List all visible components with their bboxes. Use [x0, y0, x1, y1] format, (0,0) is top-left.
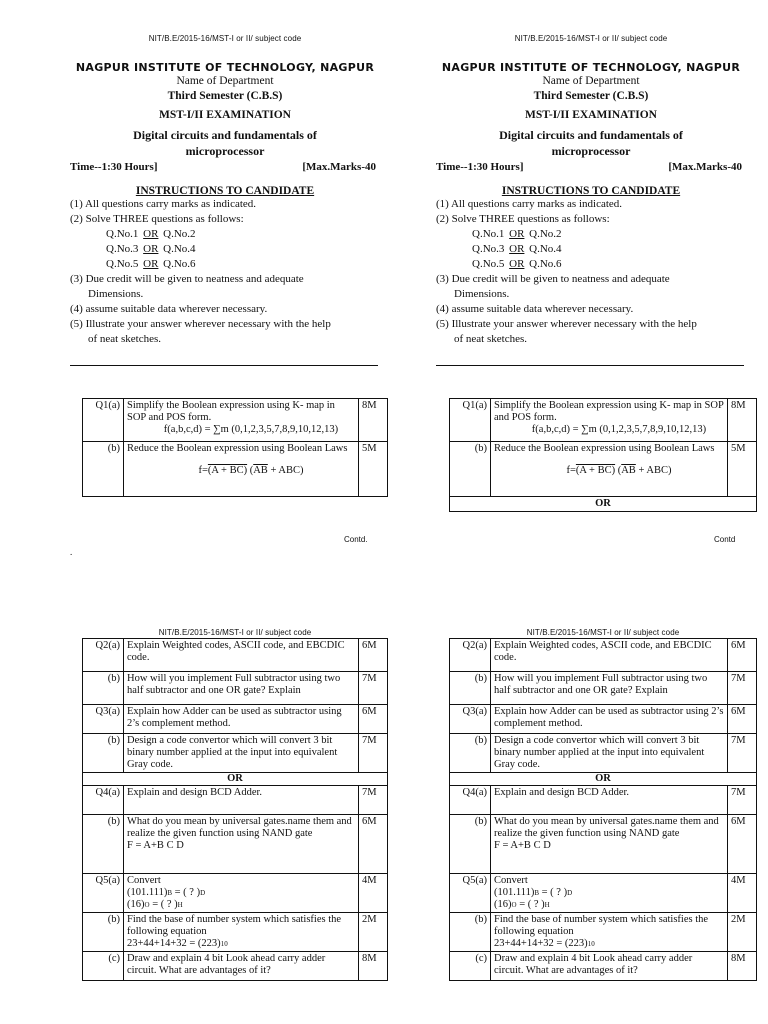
- subject-code: NIT/B.E/2015-16/MST-I or II/ subject code: [526, 628, 680, 637]
- subject-code: NIT/B.E/2015-16/MST-I or II/ subject code: [158, 628, 312, 637]
- choice-row: Q.No.1 OR Q.No.2: [106, 228, 196, 240]
- subject-code: NIT/B.E/2015-16/MST-I or II/ subject code: [148, 34, 302, 43]
- choice-row: Q.No.3 OR Q.No.4: [106, 243, 196, 255]
- table-row: (b) Design a code convertor which will convert 3 bit binary number applied at the input into equivalent Gray code. 7M: [83, 734, 388, 773]
- subject-code: NIT/B.E/2015-16/MST-I or II/ subject code: [514, 34, 668, 43]
- table-row: [450, 497, 757, 512]
- time-marks-row: [70, 161, 380, 173]
- table-row: Q5(a) Convert (101.111)B = ( ? )D (16)O = ( ? )H 4M: [450, 874, 757, 913]
- table-row: (b) Find the base of number system which satisfies the following equation 23+44+14+32 = (223)10 2M: [450, 913, 757, 952]
- table-row: Q3(a) Explain how Adder can be used as subtractor using 2’s complement method. 6M: [450, 705, 757, 734]
- stray-dot: .: [70, 547, 73, 557]
- contd-label: Contd: [714, 535, 736, 544]
- max-marks: [Max.Marks-40: [302, 161, 376, 173]
- questions-table: [82, 638, 388, 981]
- table-row: Q1(a) Simplify the Boolean expression using K- map in SOP and POS form. f(a,b,c,d) = ∑m (0,1,2,3,5,7,8,9,10,12,13) 8M: [83, 399, 388, 442]
- table-row: (c) Draw and explain 4 bit Look ahead carry adder circuit. What are advantages of it? 8M: [83, 952, 388, 981]
- subject-title: Digital circuits and fundamentals of microprocessor: [133, 128, 317, 158]
- table-row: Q2(a) Explain Weighted codes, ASCII code, and EBCDIC code. 6M: [450, 639, 757, 672]
- exam-name: MST-I/II EXAMINATION: [525, 109, 657, 121]
- table-row: Q5(a) Convert (101.111)B = ( ? )D (16)O = ( ? )H 4M: [83, 874, 388, 913]
- table-row: (b) What do you mean by universal gates.name them and realize the given function using NAND gate F = A+B C D 6M: [83, 815, 388, 874]
- department-name: Name of Department: [542, 75, 640, 87]
- table-row: (b) Reduce the Boolean expression using Boolean Laws f=(A + BC) $(\overline{AB} + ABC)$ 5M: [450, 442, 757, 497]
- time: Time--1:30 Hours]: [70, 161, 158, 173]
- time-marks-row: [436, 161, 746, 173]
- table-row: (b) How will you implement Full subtractor using two half subtractor and one OR gate? Explain 7M: [83, 672, 388, 705]
- contd-label: Contd.: [344, 535, 368, 544]
- questions-table: [449, 638, 757, 981]
- max-marks: [Max.Marks-40: [668, 161, 742, 173]
- table-row: Q4(a) Explain and design BCD Adder. 7M: [450, 786, 757, 815]
- table-row: (b) Reduce the Boolean expression using Boolean Laws f=(A + BC) $(\overline{AB} + ABC)$ 5M: [83, 442, 388, 497]
- q1-table: [82, 398, 388, 497]
- instructions-list: (1) All questions carry marks as indicated. (2) Solve THREE questions as follows: Q.No.1 OR Q.No.2 Q.No.3 OR Q.No.4 Q.No.5 OR Q.No.6 (3) Due credit will be given to neatness and adequate Dimensions. (4) assume suitable data wherever necessary. (5) Illustrate your answer wherever necessary with the help of neat sketches.: [70, 197, 380, 347]
- exam-name: MST-I/II EXAMINATION: [159, 109, 291, 121]
- divider: [436, 365, 744, 366]
- table-row: Q3(a) Explain how Adder can be used as subtractor using 2’s complement method. 6M: [83, 705, 388, 734]
- time: Time--1:30 Hours]: [436, 161, 524, 173]
- table-row: (b) Design a code convertor which will convert 3 bit binary number applied at the input into equivalent Gray code. 7M: [450, 734, 757, 773]
- q1-table: [449, 398, 757, 512]
- institute-name: NAGPUR INSTITUTE OF TECHNOLOGY, NAGPUR: [441, 61, 741, 74]
- table-row: (b) Find the base of number system which satisfies the following equation 23+44+14+32 = (223)10 2M: [83, 913, 388, 952]
- top-left-sheet: [70, 34, 380, 366]
- instructions-title: INSTRUCTIONS TO CANDIDATE: [501, 185, 681, 197]
- table-row: Q1(a) Simplify the Boolean expression using K- map in SOP and POS form. f(a,b,c,d) = ∑m (0,1,2,3,5,7,8,9,10,12,13) 8M: [450, 399, 757, 442]
- table-row: Q4(a) Explain and design BCD Adder. 7M: [83, 786, 388, 815]
- table-row: (b) How will you implement Full subtractor using two half subtractor and one OR gate? Explain 7M: [450, 672, 757, 705]
- table-row: (c) Draw and explain 4 bit Look ahead carry adder circuit. What are advantages of it? 8M: [450, 952, 757, 981]
- semester: Third Semester (C.B.S): [167, 90, 283, 102]
- table-row: (b) What do you mean by universal gates.name them and realize the given function using NAND gate F = A+B C D 6M: [450, 815, 757, 874]
- subject-title: Digital circuits and fundamentals of microprocessor: [499, 128, 683, 158]
- table-row: OR: [450, 773, 757, 786]
- department-name: Name of Department: [176, 75, 274, 87]
- semester: Third Semester (C.B.S): [533, 90, 649, 102]
- or-divider: OR: [450, 497, 757, 512]
- choice-row: Q.No.1 OR Q.No.2: [472, 228, 562, 240]
- table-row: OR: [83, 773, 388, 786]
- divider: [70, 365, 378, 366]
- choice-row: Q.No.5 OR Q.No.6: [106, 258, 196, 270]
- instructions-list: (1) All questions carry marks as indicated. (2) Solve THREE questions as follows: Q.No.1 OR Q.No.2 Q.No.3 OR Q.No.4 Q.No.5 OR Q.No.6 (3) Due credit will be given to neatness and adequate Dimensions. (4) assume suitable data wherever necessary. (5) Illustrate your answer wherever necessary with the help of neat sketches.: [436, 197, 746, 347]
- top-right-sheet: [436, 34, 746, 366]
- choice-row: Q.No.3 OR Q.No.4: [472, 243, 562, 255]
- instructions-title: INSTRUCTIONS TO CANDIDATE: [135, 185, 315, 197]
- table-row: Q2(a) Explain Weighted codes, ASCII code, and EBCDIC code. 6M: [83, 639, 388, 672]
- choice-row: Q.No.5 OR Q.No.6: [472, 258, 562, 270]
- institute-name: NAGPUR INSTITUTE OF TECHNOLOGY, NAGPUR: [75, 61, 375, 74]
